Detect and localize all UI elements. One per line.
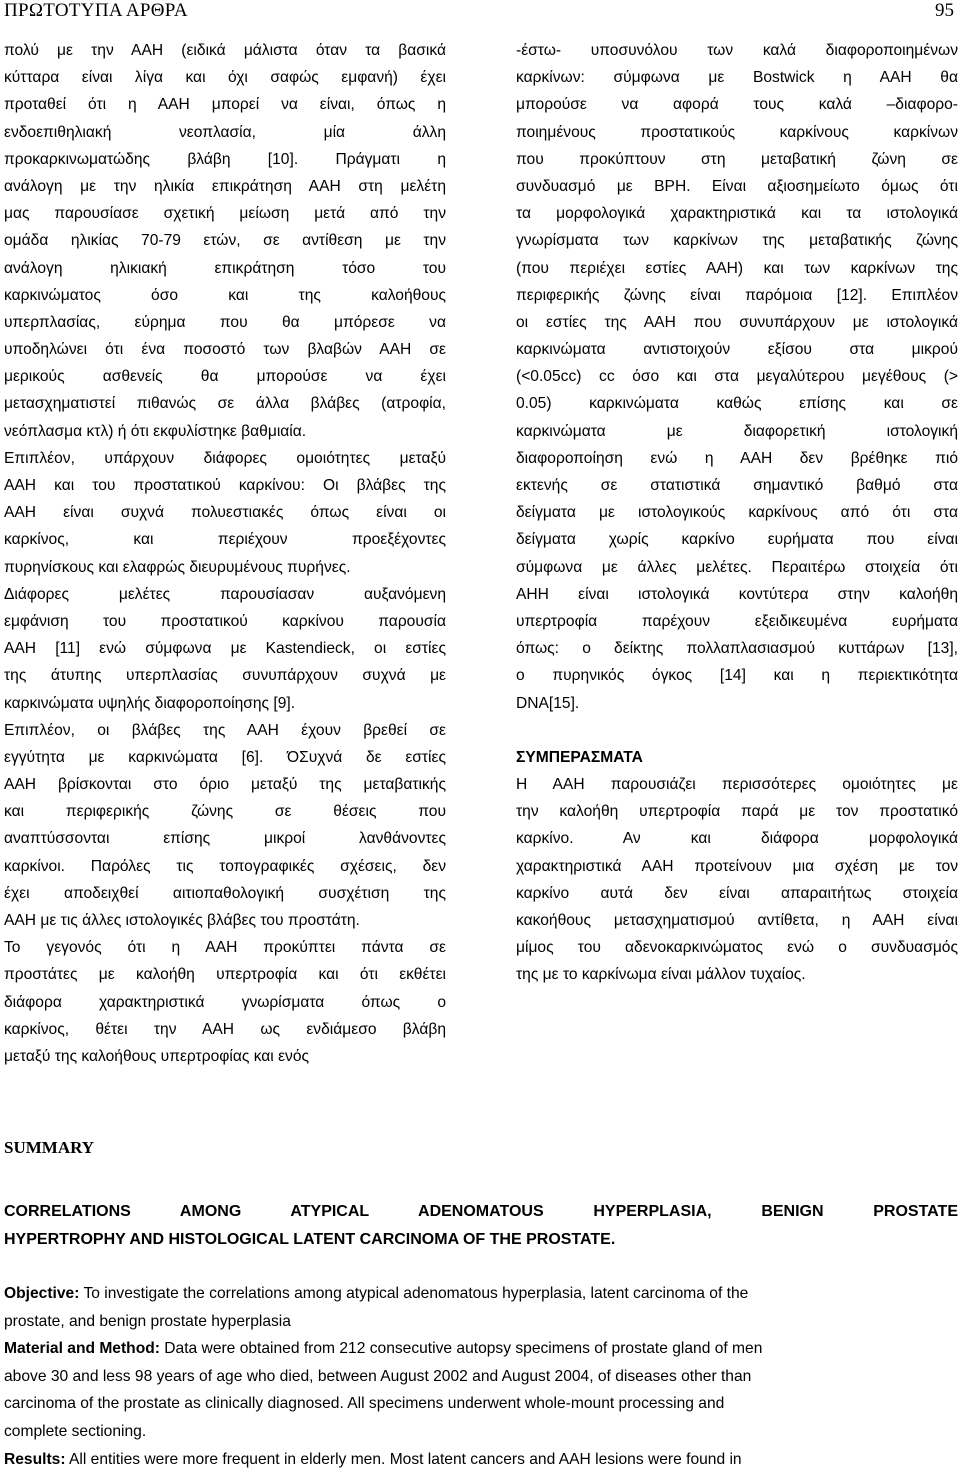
results-line [4,1446,958,1473]
text-line: σύμφωνα με άλλες μελέτες. Περαιτέρω στοιχεία ότι [516,558,958,576]
text-line: υπερπλασίας, εύρημα που θα μπόρεσε να [4,313,446,331]
english-title-line: CORRELATIONS AMONG ATYPICAL ADENOMATOUS HYPERPLASIA, BENIGN PROSTATE [4,1203,958,1220]
abstract [4,1280,958,1473]
text-line: ΑΑΗ βρίσκονται στο όριο μεταξύ της μεταβατικής [4,776,446,794]
method-label: Material and Method: [4,1340,160,1358]
text-line: εμφάνιση του προστατικού καρκίνου παρουσία [4,612,446,630]
text-line: 0.05) καρκινώματα καθώς επίσης και σε [516,395,958,413]
text-line: και περιφερικής ζώνης σε θέσεις που [4,803,446,821]
text-line: οι εστίες της ΑΑΗ που συνυπάρχουν με ιστολογικά [516,313,958,331]
objective-text: To investigate the correlations among atypical adenomatous hyperplasia, latent carcinoma of the [79,1285,749,1302]
right-column-body [516,37,958,717]
text-line: ανάλογη ηλικιακή επικράτηση τόσο του [4,259,446,277]
text-line: κακοήθους μετασχηματισμού αντίθετα, η ΑΑΗ είναι [516,912,958,929]
method-line: carcinoma of the prostate as clinically diagnosed. All specimens underwent whole-mount processing and [4,1395,725,1413]
text-line: μίμος του αδενοκαρκινώματος ενώ ο συνδυασμός [516,939,958,957]
text-line: όπως: ο δείκτης πολλαπλασιασμού κυττάρων [13], [516,640,958,658]
text-line: (που περιέχει εστίες ΑΑΗ) και των καρκίνων της [516,259,958,277]
text-line: ο πυρηνικός όγκος [14] και η περιεκτικότητα [516,667,958,685]
text-line: προταθεί ότι η ΑΑΗ μπορεί να είναι, όπως η [4,96,446,114]
text-line: κύτταρα είναι λίγα και όχι σαφώς εμφανή) έχει [4,69,446,87]
text-line: μεταξύ της καλοήθους υπερτροφίας και ενός [4,1047,310,1065]
text-line: ΑΑΗ με τις άλλες ιστολογικές βλάβες του προστάτη. [4,912,360,929]
text-line: μερικούς ασθενείς θα μπορούσε να έχει [4,368,446,386]
method-line: complete sectioning. [4,1422,147,1440]
text-line: προκαρκινωματώδης βλάβη [10]. Πράγματι η [4,150,446,168]
text-line: ομάδα ηλικίας 70-79 ετών, σε αντίθεση με την [4,232,446,250]
text-line: καρκινώματα υψηλής διαφοροποίησης [9]. [4,694,296,712]
results-text: All entities were more frequent in elderly men. Most latent cancers and AAH lesions were found in [65,1450,742,1468]
text-line: έχει αποδειχθεί αιτιοπαθολογική συσχέτιση της [4,884,446,902]
text-line: καρκίνων: σύμφωνα με Bostwick η ΑΑΗ θα [516,69,958,87]
text-line: αναπτύσσονται επίσης μικροί λανθάνοντες [4,830,446,848]
text-line: τα μορφολογικά χαρακτηριστικά και τα ιστολογικά [516,205,958,223]
spacer [516,717,958,744]
text-line: ΑΑΗ [11] ενώ σύμφωνα με Kastendieck, οι εστίες [4,640,446,658]
left-column [4,37,446,1070]
summary-heading: SUMMARY [4,1138,95,1157]
text-line: καρκίνοι. Παρόλες τις τοπογραφικές σχέσεις, δεν [4,857,446,875]
english-title [4,1198,958,1254]
text-line: Το γεγονός ότι η ΑΑΗ προκύπτει πάντα σε [4,939,446,957]
text-line: γνωρίσματα των καρκίνων της μεταβατικής ζώνης [516,232,958,250]
text-line: ΑΑΗ είναι συχνά πολυεστιακές όπως είναι οι [4,504,446,522]
text-line: DNA[15]. [516,694,580,712]
method-text: Data were obtained from 212 consecutive autopsy specimens of prostate gland of men [159,1340,763,1358]
text-line: ανάλογη με την ηλικία επικράτηση ΑΑΗ στη μελέτη [4,177,446,195]
text-line: ΑΗΗ είναι ιστολογικά κοντύτερα στην καλοήθη [516,585,958,603]
text-line: -έστω- υποσυνόλου των καλά διαφοροποιημένων [516,42,958,59]
text-line: πυρηνίσκους και ελαφρώς διευρυμένους πυρήνες. [4,558,351,576]
text-line: της με το καρκίνωμα είναι μάλλον τυχαίος. [516,966,806,984]
text-line: ενδοεπιθηλιακή νεοπλασία, μία άλλη [4,123,446,141]
text-line: καρκίνο. Αν και διάφορα μορφολογικά [516,830,958,848]
objective-label: Objective: [4,1285,80,1302]
text-line: την καλοήθη υπερτροφία παρά με τον προστατικό [516,803,958,821]
right-column [516,37,958,989]
text-line: νεόπλασμα κτλ) ή ότι εκφυλίστηκε βαθμιαία. [4,422,307,440]
objective-line [4,1280,958,1308]
text-line: μετασχηματιστεί πιθανώς σε άλλα βλάβες (ατροφία, [4,395,446,413]
text-line: πολύ με την ΑΑΗ (ειδικά μάλιστα όταν τα βασικά [4,42,446,59]
text-line: δείγματα με ιστολογικούς καρκίνους από ότι στα [516,504,958,522]
page-number: 95 [935,0,954,21]
text-line: εγγύτητα με καρκινώματα [6]. ΌΣυχνά δε εστίες [4,748,446,766]
text-line: διάφορα χαρακτηριστικά γνωρίσματα όπως ο [4,993,446,1011]
text-line: διαφοροποίηση ενώ η ΑΑΗ δεν βρέθηκε πιό [516,449,958,467]
text-line: (<0.05cc) cc όσο και στα μεγαλύτερου μεγέθους (> [516,368,958,386]
text-line: υποδηλώνει ότι ένα ποσοστό των βλαβών ΑΑΗ σε [4,341,446,359]
text-line: ποιημένους προστατικούς καρκίνους καρκίνων [516,123,958,141]
method-line [4,1335,958,1363]
english-title-line: HYPERTROPHY AND HISTOLOGICAL LATENT CARCINOMA OF THE PROSTATE. [4,1231,616,1248]
text-line: Επιπλέον, υπάρχουν διάφορες ομοιότητες μεταξύ [4,449,446,467]
text-line: καρκινώματος όσο και της καλοήθους [4,286,446,304]
text-line: συνδυασμό με ΒΡΗ. Είναι αξιοσημείωτο όμως ότι [516,177,958,195]
text-line: υπερτροφία παρέχουν εξειδικευμένα ευρήματα [516,612,958,630]
text-line: Διάφορες μελέτες παρουσίασαν αυξανόμενη [4,585,446,603]
text-line: ΑΑΗ και του προστατικού καρκίνου: Οι βλάβες της [4,477,446,494]
text-line: καρκίνος, θέτει την ΑΑΗ ως ενδιάμεσο βλάβη [4,1020,446,1038]
method-line: above 30 and less 98 years of age who died, between August 2002 and August 2004, of diseases other than [4,1367,752,1385]
text-line: προστάτες με καλοήθη υπερτροφία και ότι εκθέτει [4,966,446,984]
text-line: που προκύπτουν στη μεταβατική ζώνη σε [516,150,958,168]
text-line: Επιπλέον, οι βλάβες της ΑΑΗ έχουν βρεθεί σε [4,721,446,739]
objective-line: prostate, and benign prostate hyperplasia [4,1312,291,1330]
text-line: καρκινώματα αντιστοιχούν εξίσου στα μικρού [516,341,958,359]
text-line: Η ΑΑΗ παρουσιάζει περισσότερες ομοιότητες με [516,776,958,794]
text-line: εκτενής σε στατιστικά σημαντικό βαθμό στα [516,477,958,494]
text-line: καρκίνος, και περιέχουν προεξέχοντες [4,531,446,549]
conclusions-body [516,771,958,989]
running-header: ΠΡΩΤΟΤΥΠΑ ΑΡΘΡΑ [4,0,188,21]
text-line: δείγματα χωρίς καρκίνο ευρήματα που είναι [516,531,958,549]
results-label: Results: [4,1450,66,1468]
text-line: μπορούσε να αφορά τους καλά –διαφορο- [516,96,958,114]
text-line: της άτυπης υπερπλασίας συνυπάρχουν συχνά με [4,667,446,685]
text-line: καρκινώματα με διαφορετική ιστολογική [516,422,958,440]
text-line: χαρακτηριστικά ΑΑΗ προτείνουν μια σχέση με τον [516,857,958,875]
text-line: καρκίνο αυτά δεν είναι απαραιτήτως στοιχεία [516,884,958,902]
text-line: μας παρουσίασε σχετική μείωση μετά από την [4,205,446,223]
text-line: περιφερικής ζώνης είναι παρόμοια [12]. Επιπλέον [516,286,958,304]
conclusions-heading: ΣΥΜΠΕΡΑΣΜΑΤΑ [516,748,643,766]
